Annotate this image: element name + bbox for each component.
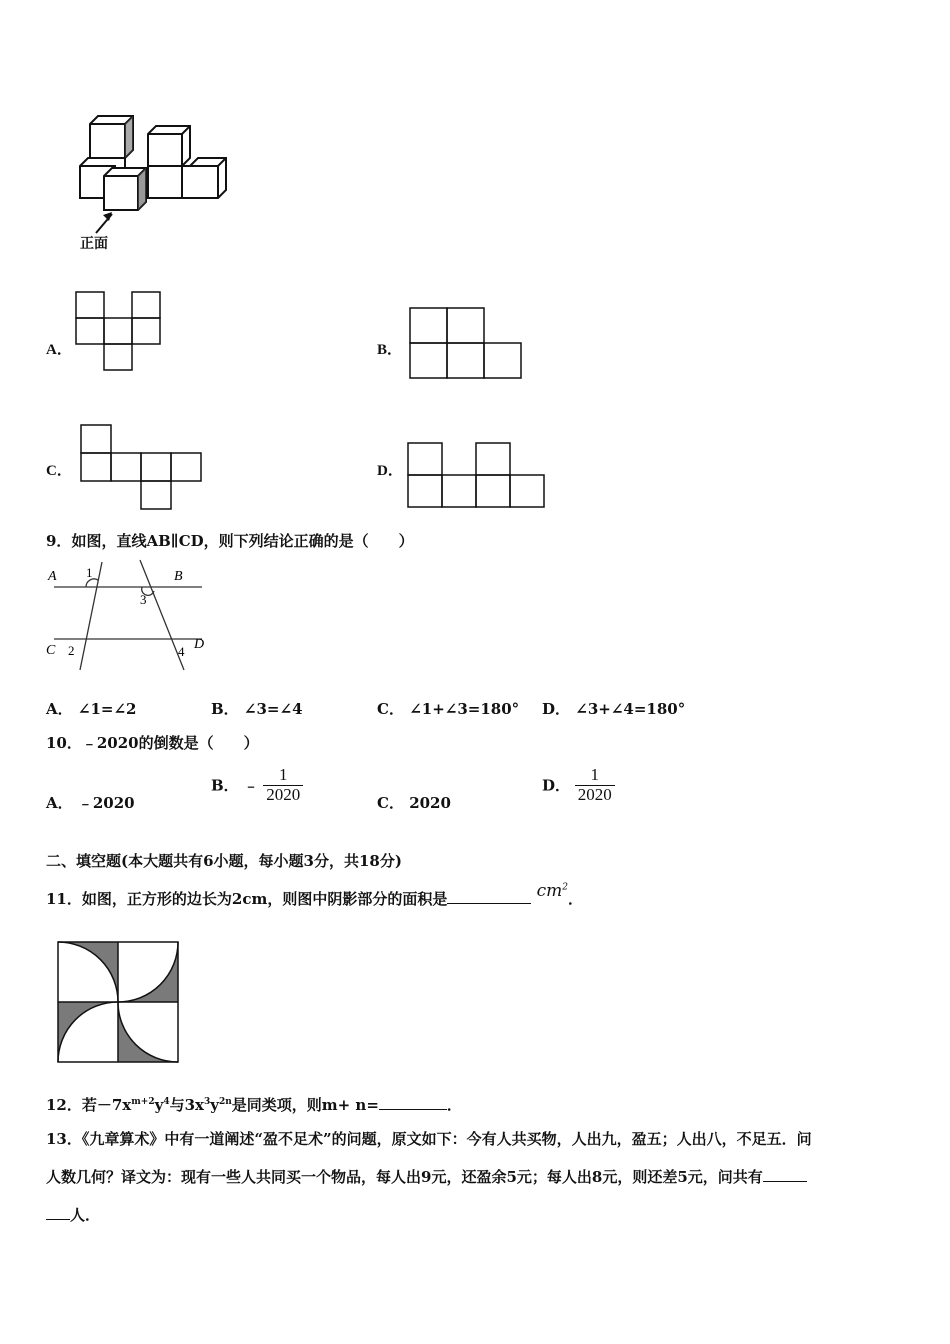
q9-stem-line xyxy=(46,530,414,551)
q10-option-c-label: C． xyxy=(377,794,404,812)
q10-option-b-denominator: 2020 xyxy=(263,785,303,805)
q13-line2-text: 人数几何？译文为：现有一些人共同买一个物品，每人出9元，还盈余5元；每人出8元，则还差5元，问共有 xyxy=(46,1168,763,1186)
cube-solid-figure xyxy=(70,108,240,258)
q13-line3-end: 人． xyxy=(70,1206,101,1224)
q11-end: ． xyxy=(567,890,583,908)
q10-option-b-label: B． xyxy=(211,776,239,795)
q9-label-d: D xyxy=(194,637,205,652)
q9-option-c-label: C． xyxy=(377,700,404,718)
q11-answer-blank[interactable] xyxy=(447,889,531,904)
q11-unit-text: cm xyxy=(536,881,563,901)
q12-text4: y xyxy=(210,1096,219,1114)
q10-option-d-fraction xyxy=(575,766,615,804)
q9-option-d-label: D． xyxy=(542,700,571,718)
q13-line-1 xyxy=(46,1128,812,1149)
q12-stem-line xyxy=(46,1094,462,1115)
q8-option-d-figure xyxy=(407,442,547,510)
q10-stem: ﹣2020的倒数是（ ） xyxy=(81,734,259,752)
q10-option-a-text: ﹣2020 xyxy=(77,794,135,812)
front-label: 正面 xyxy=(80,236,108,252)
q12-text2: y xyxy=(154,1096,164,1114)
q13-number: 13． xyxy=(46,1130,82,1148)
q8-option-a-figure xyxy=(75,291,165,373)
q9-option-b-label: B． xyxy=(211,700,239,718)
q8-option-d-label: D． xyxy=(377,463,403,479)
q11-stem-line xyxy=(46,881,583,909)
q8-option-b-label: B． xyxy=(377,342,403,358)
q13-line-3 xyxy=(46,1204,100,1225)
q9-option-b-text: ∠3=∠4 xyxy=(243,700,303,718)
q13-answer-blank-part2[interactable] xyxy=(46,1205,70,1220)
q9-option-d xyxy=(542,698,685,719)
q12-sup3: 3 xyxy=(203,1097,211,1107)
q9-stem: 如图，直线AB∥CD，则下列结论正确的是（ ） xyxy=(71,532,414,550)
q11-square-figure xyxy=(56,940,180,1064)
q11-stem: 如图，正方形的边长为2cm，则图中阴影部分的面积是 xyxy=(81,890,448,908)
q10-option-c-text: 2020 xyxy=(409,794,451,812)
q10-stem-line xyxy=(46,732,259,753)
q12-answer-blank[interactable] xyxy=(379,1095,447,1110)
q9-option-a xyxy=(46,698,136,719)
q9-option-a-label: A． xyxy=(46,700,73,718)
q13-line-2 xyxy=(46,1166,807,1187)
q10-option-d xyxy=(542,766,615,804)
q10-option-b-numerator: 1 xyxy=(279,765,288,784)
q12-end: ． xyxy=(446,1096,462,1114)
q9-option-b xyxy=(211,698,303,719)
q10-option-c xyxy=(377,792,451,813)
q10-option-a-label: A． xyxy=(46,794,73,812)
q9-option-c xyxy=(377,698,519,719)
q13-line1-text: 《九章算术》中有一道阐述“盈不足术”的问题，原文如下：今有人共买物，人出九，盈五；人出八，不足五．问 xyxy=(81,1130,812,1148)
q10-option-d-denominator: 2020 xyxy=(575,785,615,805)
q9-angle-2: 2 xyxy=(68,643,75,658)
q13-answer-blank-part1[interactable] xyxy=(763,1167,807,1182)
q9-label-b: B xyxy=(174,569,183,584)
q9-label-c: C xyxy=(46,643,56,658)
q9-option-c-text: ∠1+∠3=180° xyxy=(409,700,520,718)
q8-option-a-label: A． xyxy=(46,342,72,358)
q9-option-d-text: ∠3+∠4=180° xyxy=(575,700,686,718)
q12-sup1: m+2 xyxy=(131,1097,155,1107)
q10-option-b xyxy=(211,766,303,804)
q10-option-b-sign: ﹣ xyxy=(243,776,259,795)
q12-text5: 是同类项，则m+ n= xyxy=(231,1096,379,1114)
q10-option-b-fraction xyxy=(263,766,303,804)
q12-sup2: 4 xyxy=(163,1097,170,1107)
q9-angle-3: 3 xyxy=(140,592,147,607)
q9-parallel-lines-figure xyxy=(44,558,210,674)
q12-text1: 若－7x xyxy=(81,1096,132,1114)
q12-number: 12． xyxy=(46,1096,82,1114)
q9-option-a-text: ∠1=∠2 xyxy=(77,700,137,718)
q12-sup4: 2n xyxy=(218,1097,232,1107)
q12-text3: 与3x xyxy=(169,1096,204,1114)
q10-option-d-label: D． xyxy=(542,776,571,795)
q11-unit-sup: 2 xyxy=(562,882,568,893)
q9-number: 9． xyxy=(46,532,72,550)
section-2-title: 二、填空题(本大题共有6小题，每小题3分，共18分) xyxy=(46,852,402,870)
q11-unit xyxy=(537,881,568,901)
q8-option-b-figure xyxy=(409,307,527,381)
q11-number: 11． xyxy=(46,890,82,908)
q8-option-c-label: C． xyxy=(46,463,72,479)
q10-option-a xyxy=(46,792,135,813)
q9-label-a: A xyxy=(48,569,57,584)
q10-option-d-numerator: 1 xyxy=(590,765,600,784)
q8-option-c-figure xyxy=(80,424,205,512)
q10-number: 10． xyxy=(46,734,82,752)
q9-angle-4: 4 xyxy=(178,644,185,659)
q9-angle-1: 1 xyxy=(86,565,93,580)
